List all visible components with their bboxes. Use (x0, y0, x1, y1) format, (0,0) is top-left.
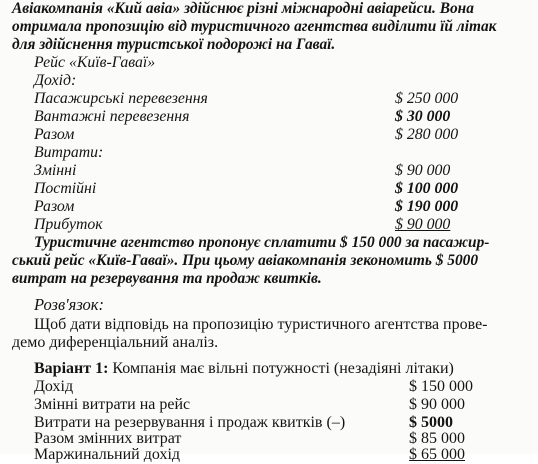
row-label: Разом (34, 126, 75, 143)
row-label: Витрати на резервування і продаж квитків (–) (34, 414, 346, 431)
row-value: $ 85 000 (409, 430, 465, 447)
table-row (0, 162, 538, 180)
table-row (0, 396, 538, 414)
row-value: $ 90 000 (409, 396, 465, 413)
row-value: $ 30 000 (395, 108, 451, 125)
route-title: Рейс «Київ-Гаваї» (34, 54, 156, 71)
row-label: Вантажні перевезення (34, 108, 190, 125)
offer-line: Туристичне агентство пропонує сплатити $ 150 000 за пасажир- (34, 234, 490, 251)
intro-line: для здійснення туристської подорожі на Гаваї. (12, 36, 336, 53)
intro-line: отримала пропозицію від туристичного агентства виділити їй літак (12, 18, 497, 35)
row-label: Постійні (34, 180, 97, 197)
row-value: $ 100 000 (395, 180, 459, 197)
table-row (0, 378, 538, 396)
row-label: Разом (34, 198, 75, 215)
table-row (0, 126, 538, 144)
solution-heading: Розв'язок: (34, 295, 104, 314)
row-value: $ 250 000 (395, 90, 459, 107)
offer-line: витрат на резервування та продаж квитків. (12, 270, 322, 287)
row-value: $ 150 000 (409, 378, 473, 395)
row-label: Прибуток (34, 216, 103, 233)
expenses-heading: Витрати: (34, 144, 104, 161)
row-label: Пасажирські перевезення (34, 90, 208, 107)
table-row (0, 198, 538, 216)
table-row (0, 90, 538, 108)
solution-text-line: Щоб дати відповідь на пропозицію туристичного агентства прове- (34, 316, 488, 333)
row-label: Разом змінних витрат (34, 430, 182, 447)
row-label: Змінні (34, 162, 77, 179)
row-label: Змінні витрати на рейс (34, 396, 191, 413)
table-row (0, 446, 538, 464)
row-value: $ 190 000 (395, 198, 459, 215)
variant-label: Варіант 1: (34, 360, 109, 377)
row-label: Дохід (34, 378, 74, 395)
row-value: $ 90 000 (395, 216, 451, 233)
row-value: $ 65 000 (409, 446, 465, 463)
solution-text-line: демо диференціальний аналіз. (12, 334, 219, 351)
row-value: $ 280 000 (395, 126, 459, 143)
variant-line (34, 360, 538, 378)
offer-line: ський рейс «Київ-Гаваї». При цьому авіакомпанія зекономить $ 5000 (12, 252, 479, 269)
row-value: $ 5000 (409, 414, 453, 431)
intro-line: Авіакомпанія «Кий авіа» здійснює різні міжнародні авіарейси. Вона (12, 0, 474, 17)
table-row (0, 180, 538, 198)
income-heading: Дохід: (34, 72, 77, 89)
row-label: Маржинальний дохід (34, 446, 181, 463)
table-row (0, 108, 538, 126)
table-row (0, 216, 538, 234)
variant-text: Компанія має вільні потужності (незадіяні літаки) (112, 360, 454, 377)
row-value: $ 90 000 (395, 162, 451, 179)
